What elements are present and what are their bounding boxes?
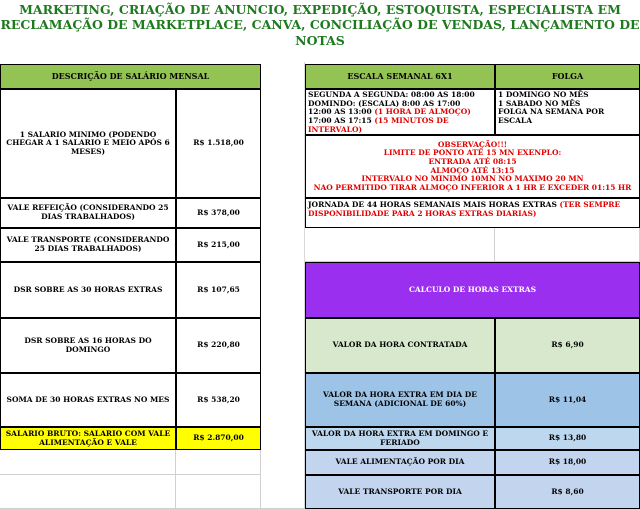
observation-line: LIMITE DE PONTO ATÉ 15 MN EXENPLO: bbox=[383, 148, 562, 158]
schedule-line: SEGUNDA A SEGUNDA: 08:00 AS 18:00 bbox=[308, 90, 475, 99]
overtime-row-value: R$ 11,04 bbox=[495, 373, 640, 427]
observation-line: ALMOÇO ATÉ 13:15 bbox=[430, 165, 515, 175]
folga-details bbox=[495, 89, 640, 135]
observation-line: ENTRADA ATÉ 08:15 bbox=[428, 156, 517, 166]
schedule-details bbox=[305, 89, 495, 135]
salary-row-value: R$ 378,00 bbox=[176, 198, 261, 228]
folga-header: FOLGA bbox=[495, 64, 640, 89]
salary-row-value: R$ 220,80 bbox=[176, 318, 261, 373]
observation-line: NAO PERMITIDO TIRAR ALMOÇO INFERIOR A 1 HR E EXCEDER 01:15 HR bbox=[313, 182, 632, 192]
empty-cell bbox=[176, 475, 261, 509]
spacer-column bbox=[261, 62, 305, 509]
overtime-row-label: VALE TRANSPORTE POR DIA bbox=[305, 475, 495, 509]
salary-row-label: 1 SALARIO MINIMO (PODENDO CHEGAR A 1 SALARIO E MEIO APÓS 6 MESES) bbox=[0, 89, 176, 198]
schedule-line: DOMINDO: (ESCALA) 8:00 AS 17:00 bbox=[308, 98, 461, 108]
empty-cell bbox=[176, 450, 261, 475]
salary-row-value: R$ 215,00 bbox=[176, 228, 261, 262]
overtime-row-label: VALOR DA HORA EXTRA EM DIA DE SEMANA (ADICIONAL DE 60%) bbox=[305, 373, 495, 427]
overtime-row-value: R$ 6,90 bbox=[495, 318, 640, 373]
observation-line: OBSERVAÇÃO!!! bbox=[437, 139, 508, 149]
salary-header: DESCRIÇÃO DE SALÁRIO MENSAL bbox=[0, 64, 261, 89]
salary-row-label: VALE TRANSPORTE (CONSIDERANDO 25 DIAS TRABALHADOS) bbox=[0, 228, 176, 262]
overtime-row-label: VALOR DA HORA EXTRA EM DOMINGO E FERIADO bbox=[305, 427, 495, 450]
jornada-text: JORNADA DE 44 HORAS SEMANAIS MAIS HORAS EXTRAS bbox=[308, 200, 557, 209]
salary-row-value: R$ 538,20 bbox=[176, 373, 261, 427]
jornada-note bbox=[305, 198, 640, 228]
overtime-row-label: VALE ALIMENTAÇÃO POR DIA bbox=[305, 450, 495, 475]
schedule-note: (1 HORA DE ALMOÇO) bbox=[374, 107, 471, 117]
page-title bbox=[0, 0, 640, 50]
overtime-row-value: R$ 13,80 bbox=[495, 427, 640, 450]
empty-cell bbox=[0, 450, 176, 475]
folga-line: FOLGA NA SEMANA POR ESCALA bbox=[498, 107, 605, 125]
folga-line: 1 SABADO NO MÊS bbox=[498, 98, 581, 108]
observation-line: INTERVALO NO MINIMO 10MN NO MAXIMO 20 MN bbox=[361, 174, 584, 184]
salary-row-label: DSR SOBRE AS 30 HORAS EXTRAS bbox=[0, 262, 176, 318]
title-line-2: RECLAMAÇÃO DE MARKETPLACE, CANVA, CONCILIAÇÃO DE VENDAS, LANÇAMENTO DE NOTAS bbox=[0, 17, 640, 48]
overtime-row-value: R$ 8,60 bbox=[495, 475, 640, 509]
overtime-row-value: R$ 18,00 bbox=[495, 450, 640, 475]
salary-row-label: SOMA DE 30 HORAS EXTRAS NO MES bbox=[0, 373, 176, 427]
empty-cell bbox=[495, 228, 640, 262]
overtime-header: CALCULO DE HORAS EXTRAS bbox=[305, 262, 640, 318]
title-line-1: MARKETING, CRIAÇÃO DE ANUNCIO, EXPEDIÇÃO, ESTOQUISTA, ESPECIALISTA EM bbox=[19, 1, 621, 17]
schedule-line: 12:00 AS 13:00 bbox=[308, 107, 372, 117]
overtime-row-label: VALOR DA HORA CONTRATADA bbox=[305, 318, 495, 373]
schedule-note: (15 MINUTOS DE INTERVALO) bbox=[308, 115, 449, 134]
gross-salary-value: R$ 2.870,00 bbox=[176, 427, 261, 450]
salary-row-value: R$ 1.518,00 bbox=[176, 89, 261, 198]
schedule-header: ESCALA SEMANAL 6X1 bbox=[305, 64, 495, 89]
schedule-line: 17:00 AS 17:15 bbox=[308, 115, 372, 125]
gross-salary-label: SALARIO BRUTO: SALARIO COM VALE ALIMENTAÇÃO E VALE bbox=[0, 427, 176, 450]
empty-cell bbox=[305, 228, 495, 262]
jornada-note-red: (TER SEMPRE DISPONIBILIDADE PARA 2 HORAS EXTRAS DIARIAS) bbox=[308, 200, 621, 218]
observation-box bbox=[305, 135, 640, 198]
empty-cell bbox=[0, 475, 176, 509]
folga-line: 1 DOMINGO NO MÊS bbox=[498, 90, 589, 99]
salary-row-label: VALE REFEIÇÃO (CONSIDERANDO 25 DIAS TRABALHADOS) bbox=[0, 198, 176, 228]
salary-row-value: R$ 107,65 bbox=[176, 262, 261, 318]
salary-row-label: DSR SOBRE AS 16 HORAS DO DOMINGO bbox=[0, 318, 176, 373]
